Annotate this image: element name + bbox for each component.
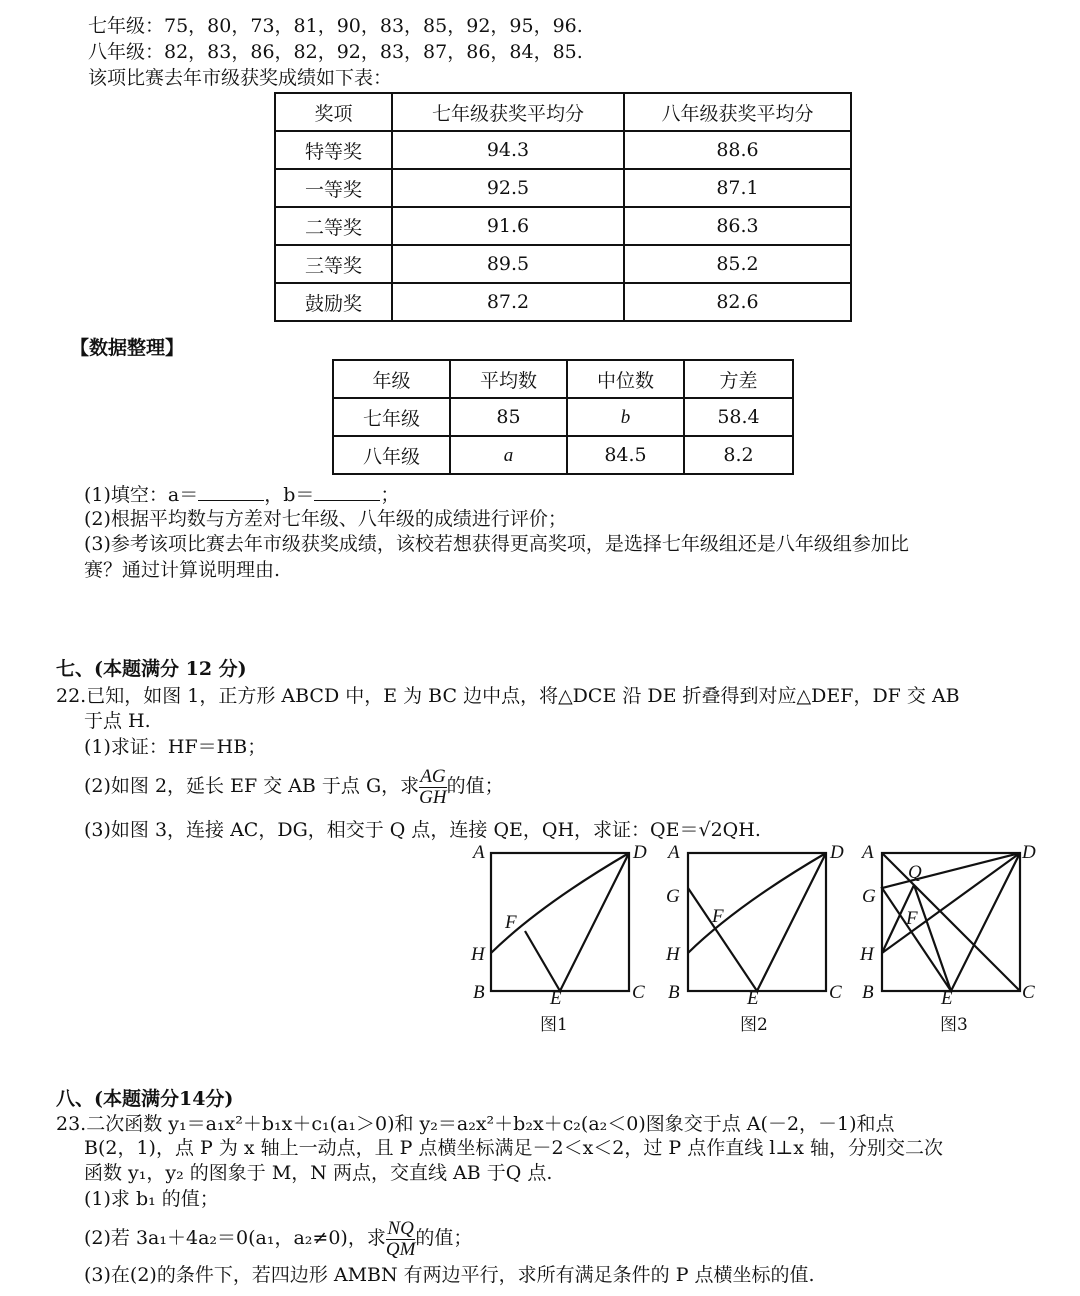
q23-stem: 23.二次函数 y₁＝a₁x²＋b₁x＋c₁(a₁＞0)和 y₂＝a₂x²＋b₂x＋c₂(a₂＜0)图象交于点 A(－2，－1)和点: [56, 1113, 895, 1135]
svg-text:D: D: [633, 842, 647, 863]
svg-text:H: H: [666, 944, 680, 965]
q22-stem-cont: 于点 H.: [84, 710, 151, 732]
svg-text:F: F: [505, 912, 517, 933]
numerator: AG: [420, 765, 446, 787]
numerator: NQ: [387, 1217, 414, 1239]
text: (2)如图 2，延长 EF 交 AB 于点 G，求: [84, 775, 420, 797]
svg-text:F: F: [712, 906, 724, 927]
header-cell: 中位数: [567, 360, 684, 398]
svg-text:C: C: [632, 982, 645, 1003]
q23-part2: [84, 1216, 472, 1260]
cell: 85: [450, 398, 567, 436]
svg-text:A: A: [473, 842, 485, 863]
q22-stem: 22.已知，如图 1，正方形 ABCD 中，E 为 BC 边中点，将△DCE 沿 DE 折叠得到对应△DEF，DF 交 AB: [56, 685, 960, 707]
cell: 94.3: [392, 131, 624, 169]
cell: 三等奖: [275, 245, 392, 283]
cell: 85.2: [624, 245, 851, 283]
svg-text:A: A: [862, 842, 874, 863]
cell: 91.6: [392, 207, 624, 245]
q21-part3: (3)参考该项比赛去年市级获奖成绩，该校若想获得更高奖项，是选择七年级组还是八年级组参加比: [84, 533, 909, 555]
cell: 84.5: [567, 436, 684, 474]
svg-text:D: D: [830, 842, 844, 863]
grade7-scores: 七年级：75，80，73，81，90，83，85，92，95，96.: [88, 15, 583, 37]
text: (1)填空：a＝: [84, 484, 199, 506]
svg-text:E: E: [941, 988, 953, 1009]
cell: 八年级: [333, 436, 450, 474]
svg-text:A: A: [668, 842, 680, 863]
svg-text:H: H: [860, 944, 874, 965]
cell: 87.1: [624, 169, 851, 207]
figure-2: [665, 842, 844, 1035]
header-cell: 奖项: [275, 93, 392, 131]
svg-text:G: G: [666, 886, 680, 907]
cell: 86.3: [624, 207, 851, 245]
section-7-heading: 七、(本题满分 12 分): [56, 658, 247, 680]
cell: 8.2: [684, 436, 793, 474]
cell: 一等奖: [275, 169, 392, 207]
svg-text:C: C: [1022, 982, 1035, 1003]
text: ；: [380, 484, 400, 506]
svg-text:B: B: [668, 982, 680, 1003]
cell: 82.6: [624, 283, 851, 321]
q21-part3-cont: 赛？通过计算说明理由.: [84, 559, 281, 581]
cell: 二等奖: [275, 207, 392, 245]
cell: 七年级: [333, 398, 450, 436]
grade8-scores: 八年级：82，83，86，82，92，83，87，86，84，85.: [88, 41, 583, 63]
q23-stem-cont2: 函数 y₁，y₂ 的图象于 M，N 两点，交直线 AB 于Q 点.: [84, 1162, 553, 1184]
section-heading: 【数据整理】: [70, 337, 185, 359]
q22-part1: (1)求证：HF＝HB；: [84, 736, 267, 758]
svg-text:G: G: [862, 886, 876, 907]
header-cell: 七年级获奖平均分: [392, 93, 624, 131]
cell: 特等奖: [275, 131, 392, 169]
svg-text:图1: 图1: [540, 1015, 568, 1035]
cell: 58.4: [684, 398, 793, 436]
svg-text:E: E: [550, 988, 562, 1009]
cell: b: [620, 406, 631, 428]
svg-text:F: F: [906, 908, 918, 929]
header-cell: 年级: [333, 360, 450, 398]
text: 的值；: [446, 775, 504, 797]
cell: 89.5: [392, 245, 624, 283]
svg-text:B: B: [862, 982, 874, 1003]
cell: 88.6: [624, 131, 851, 169]
svg-text:图2: 图2: [740, 1015, 768, 1035]
text: (2)若 3a₁＋4a₂＝0(a₁，a₂≠0)，求: [84, 1227, 386, 1249]
q21-part2: (2)根据平均数与方差对七年级、八年级的成绩进行评价；: [84, 508, 567, 530]
q23-part1: (1)求 b₁ 的值；: [84, 1188, 219, 1210]
svg-text:Q: Q: [908, 862, 922, 883]
q22-part3: (3)如图 3，连接 AC，DG，相交于 Q 点，连接 QE，QH，求证：QE＝√2QH.: [84, 819, 761, 841]
cell: 87.2: [392, 283, 624, 321]
cell: 92.5: [392, 169, 624, 207]
fraction: [386, 1219, 416, 1260]
header-cell: 方差: [684, 360, 793, 398]
header-cell: 八年级获奖平均分: [624, 93, 851, 131]
cell: a: [503, 444, 514, 466]
svg-text:E: E: [747, 988, 759, 1009]
figure-1: [470, 842, 647, 1035]
svg-text:B: B: [473, 982, 485, 1003]
cell: 鼓励奖: [275, 283, 392, 321]
figure-3: [859, 842, 1036, 1035]
award-intro: 该项比赛去年市级获奖成绩如下表：: [88, 67, 393, 89]
denominator: QM: [385, 1238, 416, 1260]
text: 的值；: [415, 1227, 473, 1249]
svg-text:C: C: [829, 982, 842, 1003]
section-8-heading: 八、(本题满分14分): [56, 1088, 234, 1110]
svg-text:D: D: [1022, 842, 1036, 863]
denominator: GH: [419, 786, 447, 808]
svg-text:H: H: [471, 944, 485, 965]
header-cell: 平均数: [450, 360, 567, 398]
q23-part3: (3)在(2)的条件下，若四边形 AMBN 有两边平行，求所有满足条件的 P 点横坐标的值.: [84, 1264, 815, 1286]
q23-stem-cont: B(2，1)，点 P 为 x 轴上一动点，且 P 点横坐标满足－2＜x＜2，过 P 点作直线 l⊥x 轴，分别交二次: [84, 1137, 943, 1159]
svg-text:图3: 图3: [940, 1015, 968, 1035]
text: ，b＝: [264, 484, 315, 506]
